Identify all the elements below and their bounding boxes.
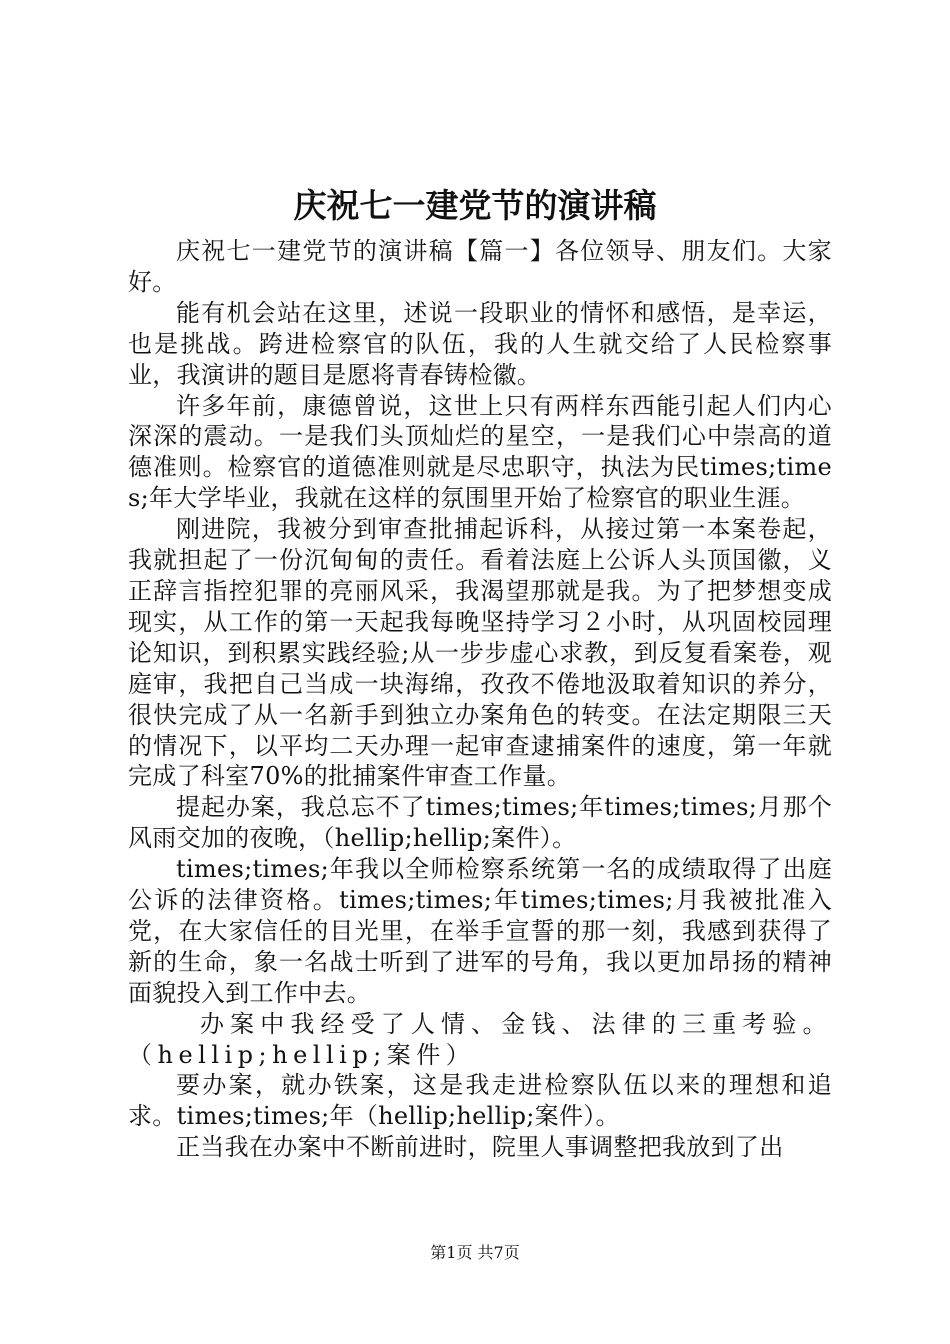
paragraph-4: 刚进院，我被分到审查批捕起诉科，从接过第一本案卷起，我就担起了一份沉甸甸的责任。看着法庭上公诉人头顶国徽，义正辞言指控犯罪的亮丽风采，我渴望那就是我。为了把梦想变成现实，从工作的第一天起我每晚坚持学习２小时，从巩固校园理论知识，到积累实践经验;从一步步虚心求教，到反复看案卷，观庭审，我把自己当成一块海绵，孜孜不倦地汲取着知识的养分，很快完成了从一名新手到独立办案角色的转变。在法定期限三天的情况下，以平均二天办理一起审查逮捕案件的速度，第一年就完成了科室70%的批捕案件审查工作量。 [128, 515, 832, 791]
paragraph-9: 正当我在办案中不断前进时，院里人事调整把我放到了出 [176, 1133, 784, 1162]
page-footer: 第1页 共7页 [430, 1243, 520, 1262]
paragraph-8: 要办案，就办铁案，这是我走进检察队伍以来的理想和追求。times;times;年（hellip;hellip;案件）。 [128, 1071, 832, 1131]
document-title: 庆祝七一建党节的演讲稿 [293, 186, 657, 225]
paragraph-1: 庆祝七一建党节的演讲稿【篇一】各位领导、朋友们。大家好。 [128, 237, 832, 296]
paragraph-6: times;times;年我以全师检察系统第一名的成绩取得了出庭公诉的法律资格。times;times;年times;times;月我被批准入党，在大家信任的目光里，在举手宣誓的那一刻，我感到获得了新的生命，象一名战士听到了进军的号角，我以更加昂扬的精神面貌投入到工作中去。 [128, 855, 832, 1007]
paragraph-2: 能有机会站在这里，述说一段职业的情怀和感悟，是幸运，也是挑战。跨进检察官的队伍，我的人生就交给了人民检察事业，我演讲的题目是愿将青春铸检徽。 [128, 298, 832, 389]
document-body [128, 236, 832, 1163]
paragraph-3: 许多年前，康德曾说，这世上只有两样东西能引起人们内心深深的震动。一是我们头顶灿烂的星空，一是我们心中崇高的道德准则。检察官的道德准则就是尽忠职守，执法为民times;times;年大学毕业，我就在这样的氛围里开始了检察官的职业生涯。 [128, 391, 832, 513]
paragraph-5: 提起办案，我总忘不了times;times;年times;times;月那个风雨交加的夜晚，（hellip;hellip;案件）。 [128, 793, 832, 853]
paragraph-7: 办案中我经受了人情、金钱、法律的三重考验。（hellip;hellip;案件） [128, 1009, 832, 1069]
